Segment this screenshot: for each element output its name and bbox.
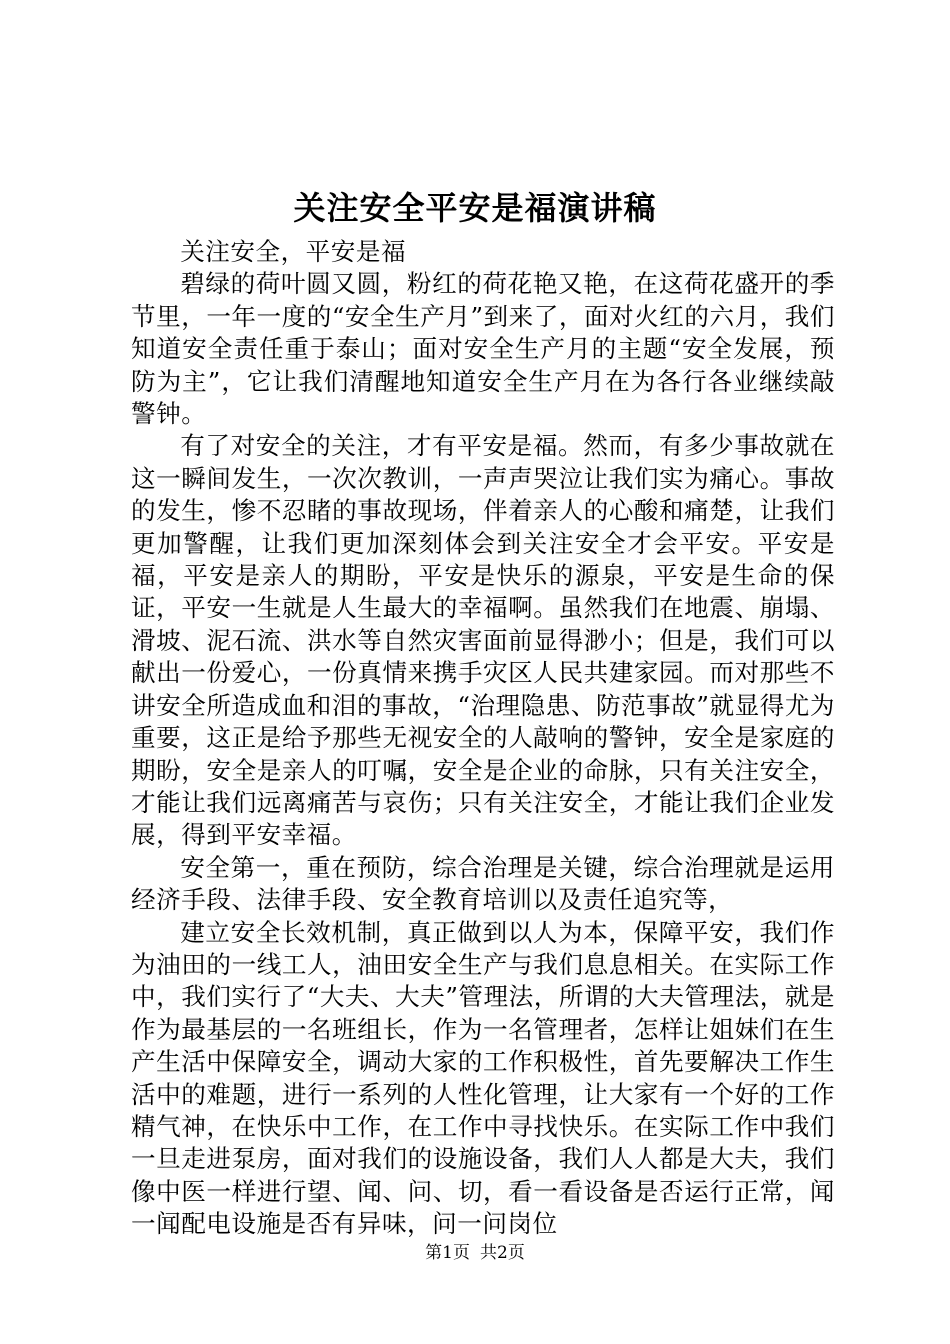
document-title: 关注安全平安是福演讲稿 — [293, 189, 657, 227]
document-body — [131, 236, 835, 1241]
paragraph-1: 碧绿的荷叶圆又圆，粉红的荷花艳又艳，在这荷花盛开的季节里，一年一度的“安全生产月”到来了，面对火红的六月，我们知道安全责任重于泰山；面对安全生产月的主题“安全发展，预防为主”，它让我们清醒地知道安全生产月在为各行各业继续敲警钟。 — [131, 269, 835, 429]
page-footer — [0, 1242, 950, 1264]
paragraph-subtitle: 关注安全，平安是福 — [180, 237, 407, 266]
page-total: 共2页 — [480, 1243, 525, 1263]
page-number: 第1页 — [425, 1243, 470, 1263]
paragraph-2: 有了对安全的关注，才有平安是福。然而，有多少事故就在这一瞬间发生，一次次教训，一声声哭泣让我们实为痛心。事故的发生，惨不忍睹的事故现场，伴着亲人的心酸和痛楚，让我们更加警醒，让我们更加深刻体会到关注安全才会平安。平安是福，平安是亲人的期盼，平安是快乐的源泉，平安是生命的保证，平安一生就是人生最大的幸福啊。虽然我们在地震、崩塌、滑坡、泥石流、洪水等自然灾害面前显得渺小；但是，我们可以献出一份爱心，一份真情来携手灾区人民共建家园。而对那些不讲安全所造成血和泪的事故，“治理隐患、防范事故”就显得尤为重要，这正是给予那些无视安全的人敲响的警钟，安全是家庭的期盼，安全是亲人的叮嘱，安全是企业的命脉，只有关注安全，才能让我们远离痛苦与哀伤；只有关注安全，才能让我们企业发展，得到平安幸福。 — [131, 431, 835, 850]
paragraph-4: 建立安全长效机制，真正做到以人为本，保障平安，我们作为油田的一线工人，油田安全生产与我们息息相关。在实际工作中，我们实行了“大夫、大夫”管理法，所谓的大夫管理法，就是作为最基层的一名班组长，作为一名管理者，怎样让姐妹们在生产生活中保障安全，调动大家的工作积极性，首先要解决工作生活中的难题，进行一系列的人性化管理，让大家有一个好的工作精气神，在快乐中工作，在工作中寻找快乐。在实际工作中我们一旦走进泵房，面对我们的设施设备，我们人人都是大夫，我们像中医一样进行望、闻、问、切，看一看设备是否运行正常，闻一闻配电设施是否有异味，问一问岗位 — [131, 917, 835, 1239]
paragraph-3: 安全第一，重在预防，综合治理是关键，综合治理就是运用经济手段、法律手段、安全教育培训以及责任追究等， — [131, 852, 835, 915]
